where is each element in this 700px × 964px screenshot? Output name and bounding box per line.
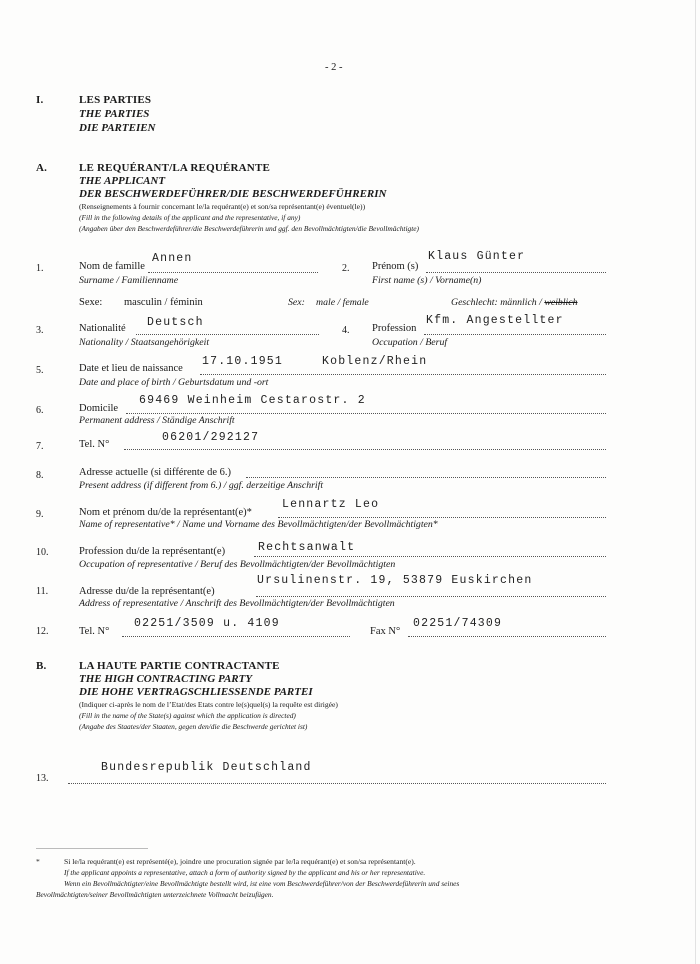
dotted-line [68, 783, 606, 784]
representative-name-label: Nom et prénom du/de la représentant(e)* [79, 507, 252, 518]
footnote-de: Wenn ein Bevollmächtigter/eine Bevollmächtigte bestellt wird, ist eine vom Beschwerdeführer/von der Beschwerdeführerin und seines [64, 879, 460, 888]
section-title-de: DIE PARTEIEN [79, 122, 156, 134]
dotted-line [126, 413, 606, 414]
representative-address-value[interactable]: Ursulinenstr. 19, 53879 Euskirchen [257, 574, 533, 587]
field-number: 11. [36, 586, 49, 597]
respondent-state-value[interactable]: Bundesrepublik Deutschland [101, 761, 312, 774]
subsection-number: A. [36, 162, 48, 174]
section-title-en: THE PARTIES [79, 108, 150, 120]
struck-option: weiblich [544, 297, 578, 308]
field-number: 13. [36, 773, 49, 784]
footnote-marker: * [36, 857, 40, 866]
field-number: 7. [36, 441, 44, 452]
dotted-line [148, 272, 318, 273]
birth-place-value[interactable]: Koblenz/Rhein [322, 355, 428, 368]
field-number: 10. [36, 547, 49, 558]
section-number: I. [36, 94, 44, 106]
representative-profession-value[interactable]: Rechtsanwalt [258, 541, 356, 554]
current-address-sublabel: Present address (if different from 6.) / ggf. derzeitige Anschrift [79, 480, 324, 491]
dotted-line [408, 636, 606, 637]
domicile-label: Domicile [79, 403, 119, 414]
sex-label-fr: Sexe: [79, 297, 103, 308]
instruction-de: (Angaben über den Beschwerdeführer/die Beschwerdeführerin und ggf. den Bevollmächtigten/die Bevollmächtigte) [79, 224, 420, 233]
dotted-line [256, 596, 606, 597]
footnote-en: If the applicant appoints a representative, attach a form of authority signed by the applicant and his or her representative. [64, 868, 426, 877]
first-name-sublabel: First name (s) / Vorname(n) [372, 275, 482, 286]
subsection-title-en: THE HIGH CONTRACTING PARTY [79, 673, 253, 685]
page-number: - 2 - [325, 62, 343, 73]
nationality-label: Nationalité [79, 323, 126, 334]
dotted-line [254, 556, 606, 557]
representative-address-label: Adresse du/de la représentant(e) [79, 586, 215, 597]
first-name-label: Prénom (s) [372, 261, 419, 272]
profession-sublabel: Occupation / Beruf [372, 337, 448, 348]
dotted-line [124, 449, 606, 450]
instruction-en: (Fill in the name of the State(s) against which the application is directed) [79, 711, 296, 720]
subsection-number: B. [36, 660, 47, 672]
sex-label-en: Sex: [288, 297, 305, 308]
field-number: 9. [36, 509, 44, 520]
field-number: 2. [342, 263, 350, 274]
instruction-fr: (Indiquer ci-après le nom de l’Etat/des Etats contre le(s)quel(s) la requête est dirigée) [79, 700, 338, 709]
domicile-sublabel: Permanent address / Ständige Anschrift [79, 415, 235, 426]
first-name-value[interactable]: Klaus Günter [428, 250, 526, 263]
birth-label: Date et lieu de naissance [79, 363, 183, 374]
field-number: 5. [36, 365, 44, 376]
dotted-line [122, 636, 350, 637]
footnote-de-cont: Bevollmächtigten/seiner Bevollmächtigten unterzeichnete Vollmacht beizufügen. [36, 890, 274, 899]
surname-value[interactable]: Annen [152, 252, 193, 265]
dotted-line [278, 517, 606, 518]
representative-profession-label: Profession du/de la représentant(e) [79, 546, 226, 557]
field-number: 4. [342, 325, 350, 336]
current-address-label: Adresse actuelle (si différente de 6.) [79, 467, 231, 478]
surname-sublabel: Surname / Familienname [79, 275, 179, 286]
nationality-value[interactable]: Deutsch [147, 316, 204, 329]
sex-options-fr: masculin / féminin [124, 297, 203, 308]
domicile-value[interactable]: 69469 Weinheim Cestarostr. 2 [139, 394, 366, 407]
footnote-rule [36, 848, 148, 849]
dotted-line [246, 477, 606, 478]
sex-options-en: male / female [316, 297, 369, 308]
sex-label-de: Geschlecht: männlich / weiblich [451, 297, 578, 308]
representative-profession-sublabel: Occupation of representative / Beruf des Bevollmächtigten/der Bevollmächtigten [79, 559, 396, 570]
nationality-sublabel: Nationality / Staatsangehörigkeit [79, 337, 210, 348]
representative-fax-label: Fax N° [370, 626, 401, 637]
representative-fax-value[interactable]: 02251/74309 [413, 617, 503, 630]
subsection-title-de: DIE HOHE VERTRAGSCHLIESSENDE PARTEI [79, 686, 313, 698]
representative-name-value[interactable]: Lennartz Leo [282, 498, 380, 511]
representative-name-sublabel: Name of representative* / Name und Vorname des Bevollmächtigten/der Bevollmächtigten* [79, 519, 438, 530]
field-number: 6. [36, 405, 44, 416]
subsection-title-de: DER BESCHWERDEFÜHRER/DIE BESCHWERDEFÜHRERIN [79, 188, 387, 200]
representative-phone-label: Tel. N° [79, 626, 110, 637]
field-number: 3. [36, 325, 44, 336]
dotted-line [200, 374, 606, 375]
representative-address-sublabel: Address of representative / Anschrift des Bevollmächtigten/der Bevollmächtigten [79, 598, 395, 609]
phone-label: Tel. N° [79, 439, 110, 450]
profession-label: Profession [372, 323, 417, 334]
phone-value[interactable]: 06201/292127 [162, 431, 260, 444]
subsection-title-fr: LA HAUTE PARTIE CONTRACTANTE [79, 660, 280, 672]
dotted-line [424, 334, 606, 335]
field-number: 8. [36, 470, 44, 481]
dotted-line [136, 334, 319, 335]
instruction-en: (Fill in the following details of the applicant and the representative, if any) [79, 213, 301, 222]
instruction-fr: (Renseignements à fournir concernant le/la requérant(e) et son/sa représentant(e) éventuel(le)) [79, 202, 366, 211]
field-number: 1. [36, 263, 44, 274]
dotted-line [426, 272, 606, 273]
profession-value[interactable]: Kfm. Angestellter [426, 314, 564, 327]
subsection-title-en: THE APPLICANT [79, 175, 166, 187]
representative-phone-value[interactable]: 02251/3509 u. 4109 [134, 617, 280, 630]
subsection-title-fr: LE REQUÉRANT/LA REQUÉRANTE [79, 162, 271, 174]
surname-label: Nom de famille [79, 261, 145, 272]
instruction-de: (Angabe des Staates/der Staaten, gegen den/die die Beschwerde gerichtet ist) [79, 722, 308, 731]
field-number: 12. [36, 626, 49, 637]
footnote-fr: Si le/la requérant(e) est représenté(e), joindre une procuration signée par le/la requérant(e) et son/sa représentant(e). [64, 857, 416, 866]
section-title-fr: LES PARTIES [79, 94, 152, 106]
birth-sublabel: Date and place of birth / Geburtsdatum und -ort [79, 377, 269, 388]
birth-date-value[interactable]: 17.10.1951 [202, 355, 284, 368]
